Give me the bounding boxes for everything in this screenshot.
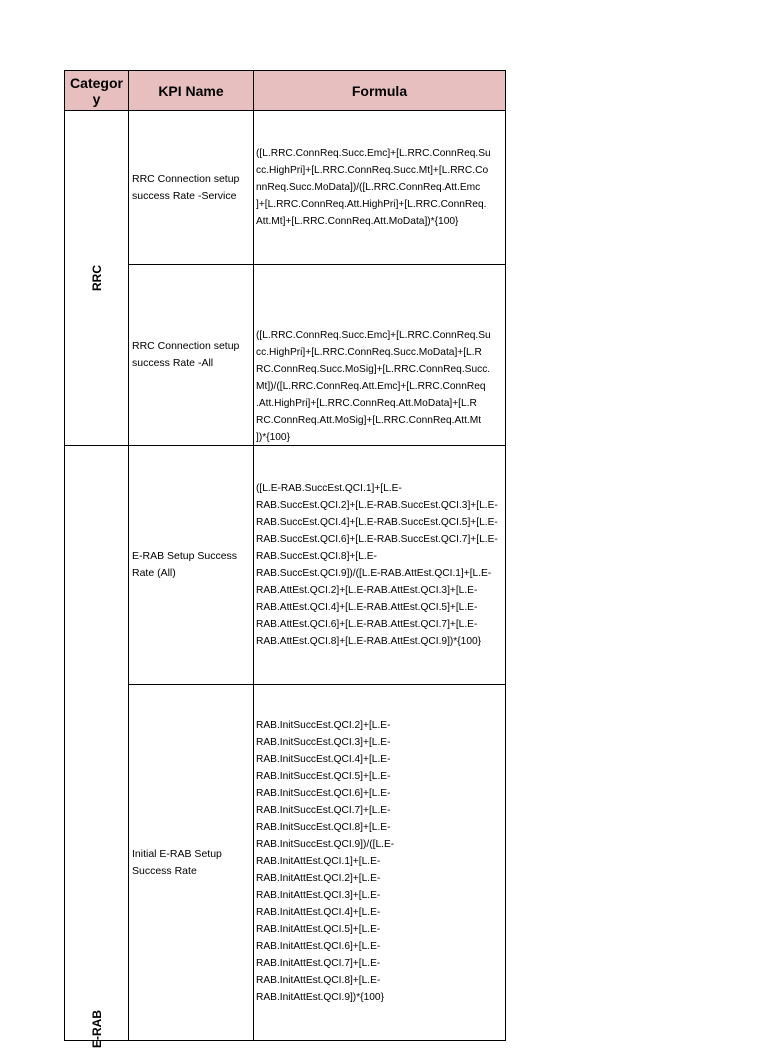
kpi-name-cell: RRC Connection setup success Rate -All [129, 265, 254, 446]
header-row [65, 71, 506, 111]
header-category: Categor y [65, 71, 129, 111]
formula-text: ([L.E-RAB.SuccEst.QCI.1]+[L.E- RAB.SuccEst.QCI.2]+[L.E-RAB.SuccEst.QCI.3]+[L.E- RAB.SuccEst.QCI.4]+[L.E-RAB.SuccEst.QCI.5]+[L.E- RAB.SuccEst.QCI.6]+[L.E-RAB.SuccEst.QCI.7]+[L.E- RAB.SuccEst.QCI.8]+[L.E- RAB.SuccEst.QCI.9])/([L.E-RAB.AttEst.QCI.1]+[L.E- RAB.AttEst.QCI.2]+[L.E-RAB.AttEst.QCI.3]+[L.E- RAB.AttEst.QCI.4]+[L.E-RAB.AttEst.QCI.5]+[L.E- RAB.AttEst.QCI.6]+[L.E-RAB.AttEst.QCI.7]+[L.E- RAB.AttEst.QCI.8]+[L.E-RAB.AttEst.QCI.9])*{100} [256, 483, 498, 647]
category-cell-erab [65, 446, 129, 1048]
formula-cell [254, 265, 506, 446]
formula-clip [256, 719, 504, 1006]
kpi-name-cell: RRC Connection setup success Rate -Service [129, 111, 254, 265]
table-row [65, 265, 506, 446]
kpi-name-cell: Initial E-RAB Setup Success Rate [129, 685, 254, 1041]
formula-cell [254, 446, 506, 685]
formula-cell [254, 685, 506, 1041]
category-label-rrc: RRC [89, 265, 104, 291]
formula-text: RAB.InitSuccEst.QCI.2]+[L.E- RAB.InitSuccEst.QCI.3]+[L.E- RAB.InitSuccEst.QCI.4]+[L.E- RAB.InitSuccEst.QCI.5]+[L.E- RAB.InitSuccEst.QCI.6]+[L.E- RAB.InitSuccEst.QCI.7]+[L.E- RAB.InitSuccEst.QCI.8]+[L.E- RAB.InitSuccEst.QCI.9])/([L.E- RAB.InitAttEst.QCI.1]+[L.E- RAB.InitAttEst.QCI.2]+[L.E- RAB.InitAttEst.QCI.3]+[L.E- RAB.InitAttEst.QCI.4]+[L.E- RAB.InitAttEst.QCI.5]+[L.E- RAB.InitAttEst.QCI.6]+[L.E- RAB.InitAttEst.QCI.7]+[L.E- RAB.InitAttEst.QCI.8]+[L.E- RAB.InitAttEst.QCI.9])*{100} [256, 720, 395, 1003]
kpi-table [64, 70, 506, 1048]
formula-clip [256, 299, 504, 443]
formula-text: ([L.RRC.ConnReq.Succ.Emc]+[L.RRC.ConnReq.Su cc.HighPri]+[L.RRC.ConnReq.Succ.Mt]+[L.RRC.Co nnReq.Succ.MoData])/([L.RRC.ConnReq.Att.Emc ]+[L.RRC.ConnReq.Att.HighPri]+[L.RRC.ConnReq. Att.Mt]+[L.RRC.ConnReq.Att.MoData])*{100} [256, 148, 491, 227]
table-row [65, 685, 506, 1041]
header-kpi-name: KPI Name [129, 71, 254, 111]
formula-cell [254, 111, 506, 265]
kpi-name-cell: E-RAB Setup Success Rate (All) [129, 446, 254, 685]
table-row [65, 111, 506, 265]
table-row [65, 446, 506, 685]
category-label-erab: E-RAB [89, 1010, 104, 1048]
header-formula: Formula [254, 71, 506, 111]
formula-text: ([L.RRC.ConnReq.Succ.Emc]+[L.RRC.ConnReq.Su cc.HighPri]+[L.RRC.ConnReq.Succ.MoData]+[L.R RC.ConnReq.Succ.MoSig]+[L.RRC.ConnReq.Succ. Mt])/([L.RRC.ConnReq.Att.Emc]+[L.RRC.ConnReq .Att.HighPri]+[L.RRC.ConnReq.Att.MoData]+[L.R RC.ConnReq.Att.MoSig]+[L.RRC.ConnReq.Att.Mt ])*{100} [256, 330, 491, 443]
category-cell-rrc [65, 111, 129, 446]
